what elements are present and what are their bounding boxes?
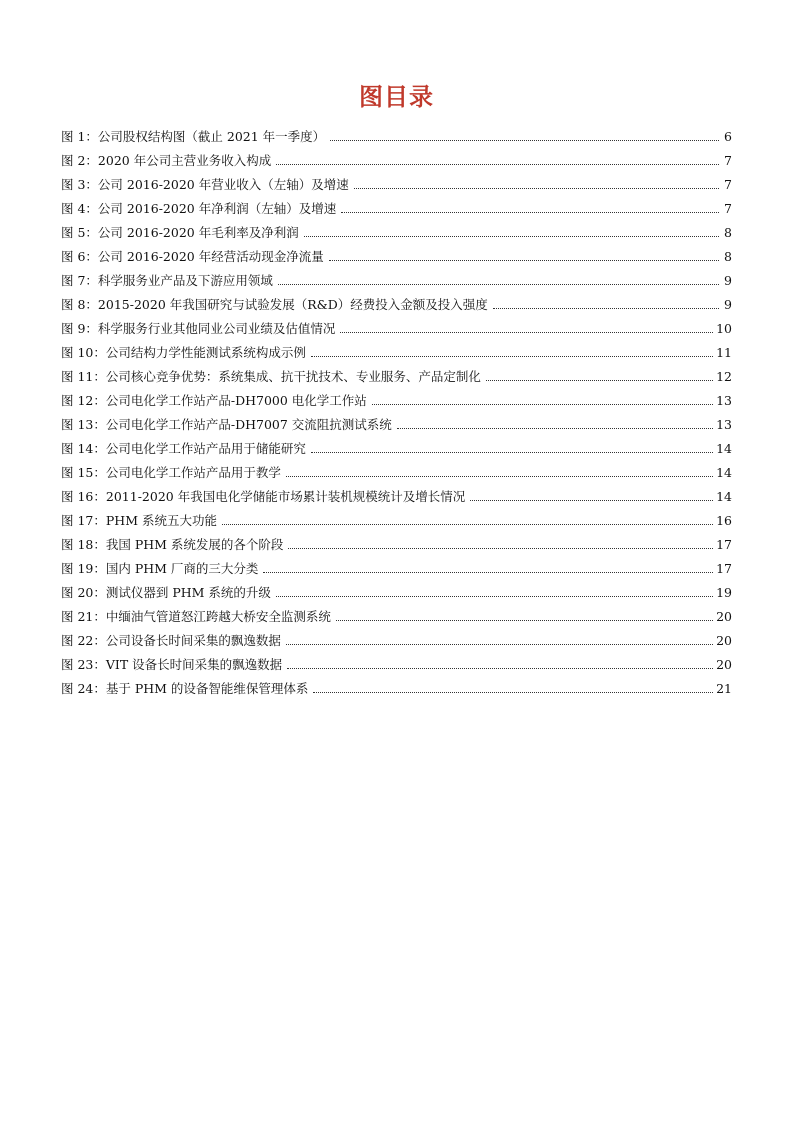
toc-entry[interactable]	[61, 649, 732, 673]
toc-entry[interactable]	[61, 553, 732, 577]
toc-entry[interactable]	[61, 385, 732, 409]
toc-entry-page-number: 21	[716, 681, 732, 696]
toc-entry-page-number: 20	[716, 633, 732, 648]
toc-entry[interactable]	[61, 481, 732, 505]
toc-entry-label: 图 1：公司股权结构图（截止 2021 年一季度）	[61, 129, 326, 144]
toc-entry-label: 图 14：公司电化学工作站产品用于储能研究	[61, 441, 306, 456]
toc-entry-label: 图 17：PHM 系统五大功能	[61, 513, 217, 528]
toc-dot-leader	[470, 484, 713, 501]
toc-entry-label: 图 19：国内 PHM 厂商的三大分类	[61, 561, 259, 576]
toc-entry-label: 图 24：基于 PHM 的设备智能维保管理体系	[61, 681, 309, 696]
toc-entry-page-number: 19	[716, 585, 732, 600]
toc-entry-label: 图 10：公司结构力学性能测试系统构成示例	[61, 345, 306, 360]
toc-entry-label: 图 5：公司 2016-2020 年毛利率及净利润	[61, 225, 299, 240]
toc-entry-page-number: 13	[716, 417, 732, 432]
toc-entry[interactable]	[61, 577, 732, 601]
toc-entry-label: 图 4：公司 2016-2020 年净利润（左轴）及增速	[61, 201, 337, 216]
toc-entry-page-number: 16	[716, 513, 732, 528]
toc-dot-leader	[341, 196, 719, 213]
toc-dot-leader	[486, 364, 713, 381]
toc-entry-page-number: 9	[724, 273, 732, 288]
toc-entry[interactable]	[61, 313, 732, 337]
toc-dot-leader	[354, 172, 719, 189]
toc-dot-leader	[311, 340, 713, 357]
toc-entry[interactable]	[61, 409, 732, 433]
toc-dot-leader	[340, 316, 713, 333]
toc-dot-leader	[286, 628, 713, 645]
toc-dot-leader	[288, 532, 713, 549]
toc-dot-leader	[304, 220, 719, 237]
toc-entry[interactable]	[61, 505, 732, 529]
toc-entry-page-number: 14	[716, 489, 732, 504]
toc-entry[interactable]	[61, 217, 732, 241]
toc-entry-page-number: 7	[724, 177, 732, 192]
toc-entry[interactable]	[61, 121, 732, 145]
toc-entry-label: 图 12：公司电化学工作站产品-DH7000 电化学工作站	[61, 393, 367, 408]
toc-entry-page-number: 13	[716, 393, 732, 408]
toc-dot-leader	[311, 436, 713, 453]
toc-entry-page-number: 17	[716, 561, 732, 576]
toc-entry-label: 图 2：2020 年公司主营业务收入构成	[61, 153, 272, 168]
toc-entry-page-number: 20	[716, 657, 732, 672]
toc-entry-label: 图 6：公司 2016-2020 年经营活动现金净流量	[61, 249, 324, 264]
toc-dot-leader	[276, 580, 713, 597]
toc-entry-page-number: 6	[724, 129, 732, 144]
toc-entry[interactable]	[61, 337, 732, 361]
toc-entry-page-number: 11	[716, 345, 732, 360]
toc-entry-page-number: 17	[716, 537, 732, 552]
toc-dot-leader	[336, 604, 713, 621]
toc-entry-page-number: 7	[724, 201, 732, 216]
toc-dot-leader	[222, 508, 713, 525]
toc-entry[interactable]	[61, 601, 732, 625]
toc-entry-label: 图 13：公司电化学工作站产品-DH7007 交流阻抗测试系统	[61, 417, 392, 432]
toc-entry[interactable]	[61, 433, 732, 457]
toc-entry-label: 图 11：公司核心竞争优势：系统集成、抗干扰技术、专业服务、产品定制化	[61, 369, 481, 384]
toc-entry-page-number: 10	[716, 321, 732, 336]
toc-list	[61, 121, 732, 697]
toc-entry-label: 图 22：公司设备长时间采集的飘逸数据	[61, 633, 281, 648]
toc-entry[interactable]	[61, 529, 732, 553]
toc-dot-leader	[286, 460, 713, 477]
toc-dot-leader	[278, 268, 719, 285]
toc-entry-page-number: 14	[716, 465, 732, 480]
toc-entry[interactable]	[61, 457, 732, 481]
toc-entry[interactable]	[61, 625, 732, 649]
toc-entry-page-number: 12	[716, 369, 732, 384]
toc-entry[interactable]	[61, 145, 732, 169]
toc-dot-leader	[313, 676, 713, 693]
toc-entry[interactable]	[61, 193, 732, 217]
toc-dot-leader	[276, 148, 719, 165]
toc-title: 图目录	[359, 83, 434, 111]
toc-dot-leader	[372, 388, 713, 405]
toc-entry-label: 图 7：科学服务业产品及下游应用领域	[61, 273, 273, 288]
toc-entry-label: 图 20：测试仪器到 PHM 系统的升级	[61, 585, 271, 600]
toc-dot-leader	[493, 292, 719, 309]
toc-entry-label: 图 3：公司 2016-2020 年营业收入（左轴）及增速	[61, 177, 349, 192]
toc-entry-label: 图 16：2011-2020 年我国电化学储能市场累计装机规模统计及增长情况	[61, 489, 466, 504]
toc-entry-label: 图 8：2015-2020 年我国研究与试验发展（R&D）经费投入金额及投入强度	[61, 297, 488, 312]
toc-entry[interactable]	[61, 265, 732, 289]
toc-entry-label: 图 9：科学服务行业其他同业公司业绩及估值情况	[61, 321, 336, 336]
toc-entry-page-number: 9	[724, 297, 732, 312]
toc-entry-label: 图 18：我国 PHM 系统发展的各个阶段	[61, 537, 284, 552]
toc-entry[interactable]	[61, 361, 732, 385]
toc-dot-leader	[329, 244, 719, 261]
toc-entry-page-number: 8	[724, 225, 732, 240]
toc-entry-page-number: 14	[716, 441, 732, 456]
toc-entry-page-number: 20	[716, 609, 732, 624]
toc-entry[interactable]	[61, 241, 732, 265]
toc-dot-leader	[330, 124, 719, 141]
toc-entry-page-number: 7	[724, 153, 732, 168]
toc-entry-page-number: 8	[724, 249, 732, 264]
toc-entry[interactable]	[61, 169, 732, 193]
toc-dot-leader	[287, 652, 713, 669]
toc-entry[interactable]	[61, 673, 732, 697]
toc-entry-label: 图 21：中缅油气管道怒江跨越大桥安全监测系统	[61, 609, 331, 624]
toc-entry[interactable]	[61, 289, 732, 313]
toc-dot-leader	[397, 412, 713, 429]
toc-dot-leader	[263, 556, 713, 573]
toc-entry-label: 图 15：公司电化学工作站产品用于教学	[61, 465, 281, 480]
toc-entry-label: 图 23：VIT 设备长时间采集的飘逸数据	[61, 657, 283, 672]
